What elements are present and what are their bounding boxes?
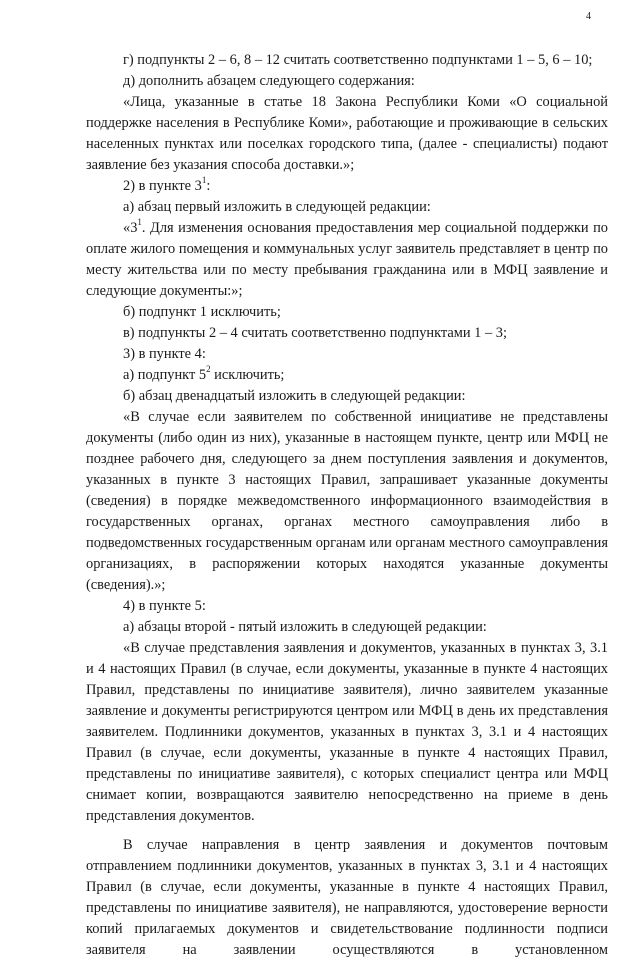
paragraph: а) абзацы второй - пятый изложить в следующей редакции: xyxy=(123,619,487,635)
superscript: 2 xyxy=(206,364,211,375)
paragraph-item-2 xyxy=(86,176,608,197)
paragraph-subpoint-5-2 xyxy=(86,365,608,386)
text: . Для изменения основания предоставления мер социальной поддержки по оплате жилого помещения и коммунальных услуг заявитель представляет в центр по месту жительства или по месту пребывания гражданина или в МФЦ заявление и следующие документы:»; xyxy=(86,220,608,299)
superscript: 1 xyxy=(201,175,207,186)
text: а) подпункт 5 xyxy=(123,367,207,383)
text: 2) в пункте 3 xyxy=(123,178,202,194)
text: : xyxy=(206,178,211,194)
paragraph: б) абзац двенадцатый изложить в следующей редакции: xyxy=(123,388,466,404)
page-number: 4 xyxy=(586,11,591,22)
superscript: 1 xyxy=(137,217,142,228)
paragraph: «В случае представления заявления и документов, указанных в пунктах 3, 3.1 и 4 настоящих Правил (в случае, если документы, указанные в пункте 4 настоящих Правил, представлены по инициативе заявителя), лично заявителем указанные заявление и документы регистрируются центром или МФЦ в день их представления заявителем. Подлинники документов, указанных в пунктах 3, 3.1 и 4 настоящих Правил (в случае, если документы, указанные в пункте 4 настоящих Правил, представлены по инициативе заявителя), с которых специалист центра или МФЦ снимает копии, возвращаются заявителю непосредственно на приеме в день представления документов. xyxy=(86,640,608,824)
document-body xyxy=(86,50,608,961)
paragraph: б) подпункт 1 исключить; xyxy=(123,304,281,320)
paragraph: д) дополнить абзацем следующего содержания: xyxy=(123,73,415,89)
paragraph-quote-3-1 xyxy=(86,218,608,302)
paragraph: а) абзац первый изложить в следующей редакции: xyxy=(123,199,431,215)
paragraph: В случае направления в центр заявления и документов почтовым отправлением подлинники документов, указанных в пунктах 3, 3.1 и 4 настоящих Правил (в случае, если документы, указанные в пункте 4 настоящих Правил, представлены по инициативе заявителя), не направляются, удостоверение верности копий прилагаемых документов и свидетельствование подлинности подписи заявителя на заявлении осуществляются в установленном xyxy=(86,837,608,958)
paragraph: 4) в пункте 5: xyxy=(123,598,206,614)
paragraph: г) подпункты 2 – 6, 8 – 12 считать соответственно подпунктами 1 – 5, 6 – 10; xyxy=(123,52,593,68)
paragraph: «В случае если заявителем по собственной инициативе не представлены документы (либо один из них), указанные в настоящем пункте, центр или МФЦ не позднее рабочего дня, следующего за днем поступления заявления и документов, указанных в пункте 3 настоящих Правил, запрашивает указанные документы (сведения) в порядке межведомственного информационного взаимодействия в государственных органах, органах местного самоуправления либо в подведомственных государственным органам или органам местного самоуправления организациях, в распоряжении которых находятся указанные документы (сведения).»; xyxy=(86,409,609,593)
paragraph: 3) в пункте 4: xyxy=(123,346,206,362)
paragraph: в) подпункты 2 – 4 считать соответственно подпунктами 1 – 3; xyxy=(123,325,507,341)
text: «3 xyxy=(123,220,138,236)
text: исключить; xyxy=(210,367,285,383)
paragraph: «Лица, указанные в статье 18 Закона Республики Коми «О социальной поддержке населения в Республике Коми», работающие и проживающие в сельских населенных пунктах или поселках городского типа, (далее - специалисты) подают заявление без указания способа доставки.»; xyxy=(86,94,608,173)
